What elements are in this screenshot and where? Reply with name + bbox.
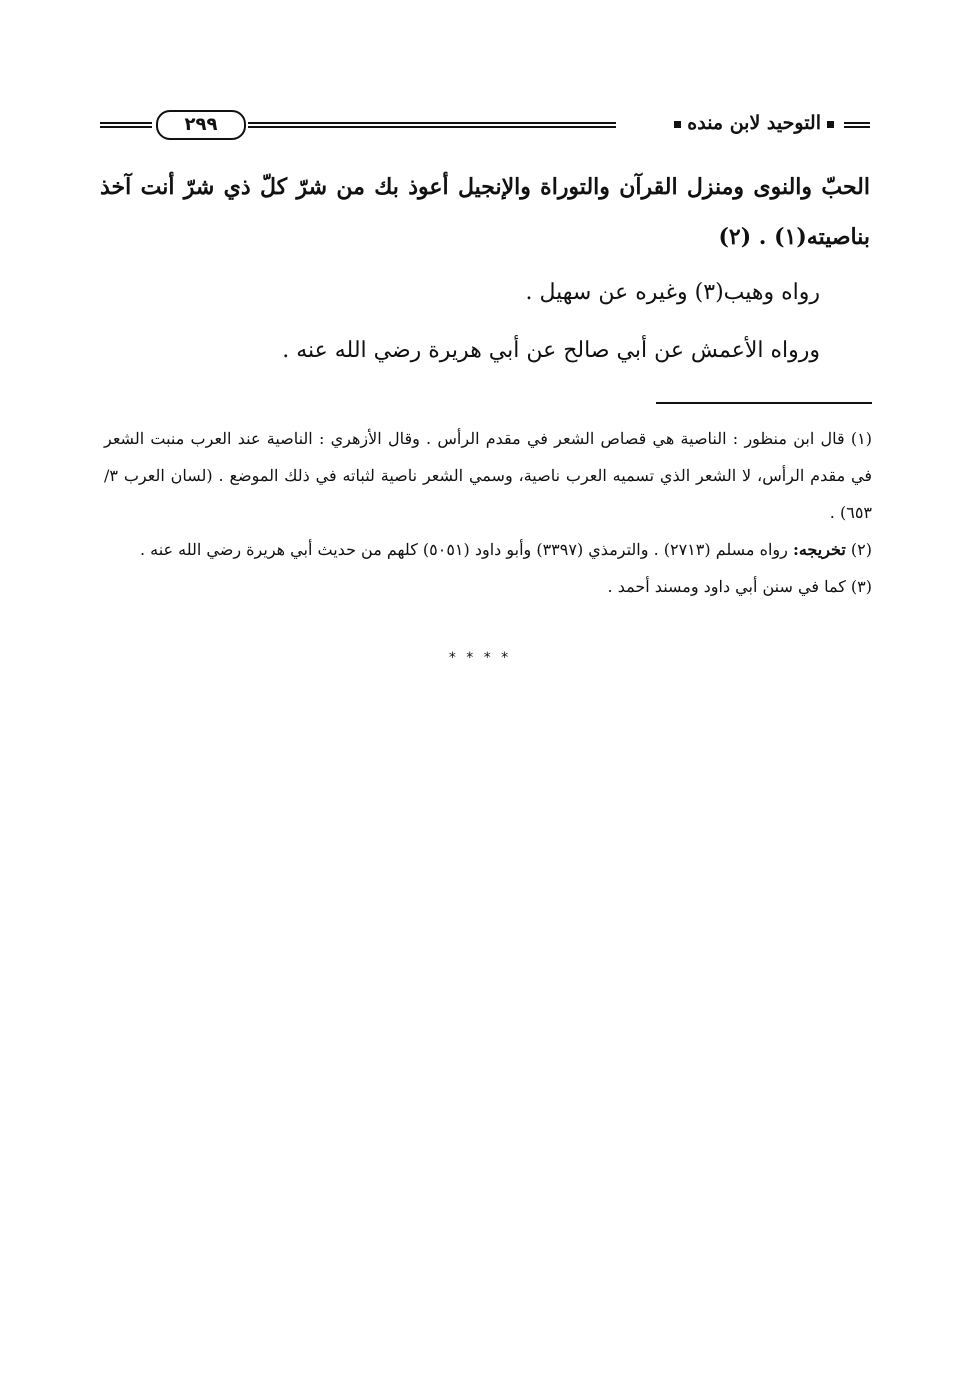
page-number: ٢٩٩ [156,110,246,140]
footnote-text: رواه مسلم (٢٧١٣) . والترمذي (٣٣٩٧) وأبو داود (٥٠٥١) كلهم من حديث أبي هريرة رضي الله عنه . [139,540,788,559]
section-separator: * * * * [448,650,512,666]
footnote-label: تخريجه: [792,540,846,559]
header-rule-left [100,122,152,128]
square-ornament-icon [674,121,681,128]
running-header [100,108,870,148]
footnote-number: (٣) [850,577,872,596]
footnote-text: قال ابن منظور : الناصية هي قصاص الشعر في مقدم الرأس . وقال الأزهري : الناصية عند العرب منبت الشعر في مقدم الرأس، لا الشعر الذي تسميه العرب ناصية، وسمي الشعر ناصية لثباته في ذلك الموضع . (لسان العرب ٣/ ٦٥٣) . [104,429,872,522]
footnote-divider [656,402,872,404]
main-text: الحبّ والنوى ومنزل القرآن والتوراة والإنجيل أعوذ بك من شرّ كلّ ذي شرّ أنت آخذ بناصيته(١) . (٢) [100,174,870,250]
footnote [104,420,872,531]
footnote-text: كما في سنن أبي داود ومسند أحمد . [607,577,846,596]
footnote [104,568,872,605]
paragraph-narration: ورواه الأعمش عن أبي صالح عن أبي هريرة رضي الله عنه . [282,338,820,363]
footnotes [104,420,872,605]
footnote [104,531,872,568]
paragraph-narration: رواه وهيب(٣) وغيره عن سهيل . [525,280,820,305]
book-title-text: التوحيد لابن منده [687,112,821,134]
footnote-number: (١) [850,429,873,448]
header-rule-middle [248,122,616,128]
header-rule-right [844,122,870,128]
footnote-number: (٢) [850,540,872,559]
square-ornament-icon [827,121,834,128]
book-title [668,112,840,134]
